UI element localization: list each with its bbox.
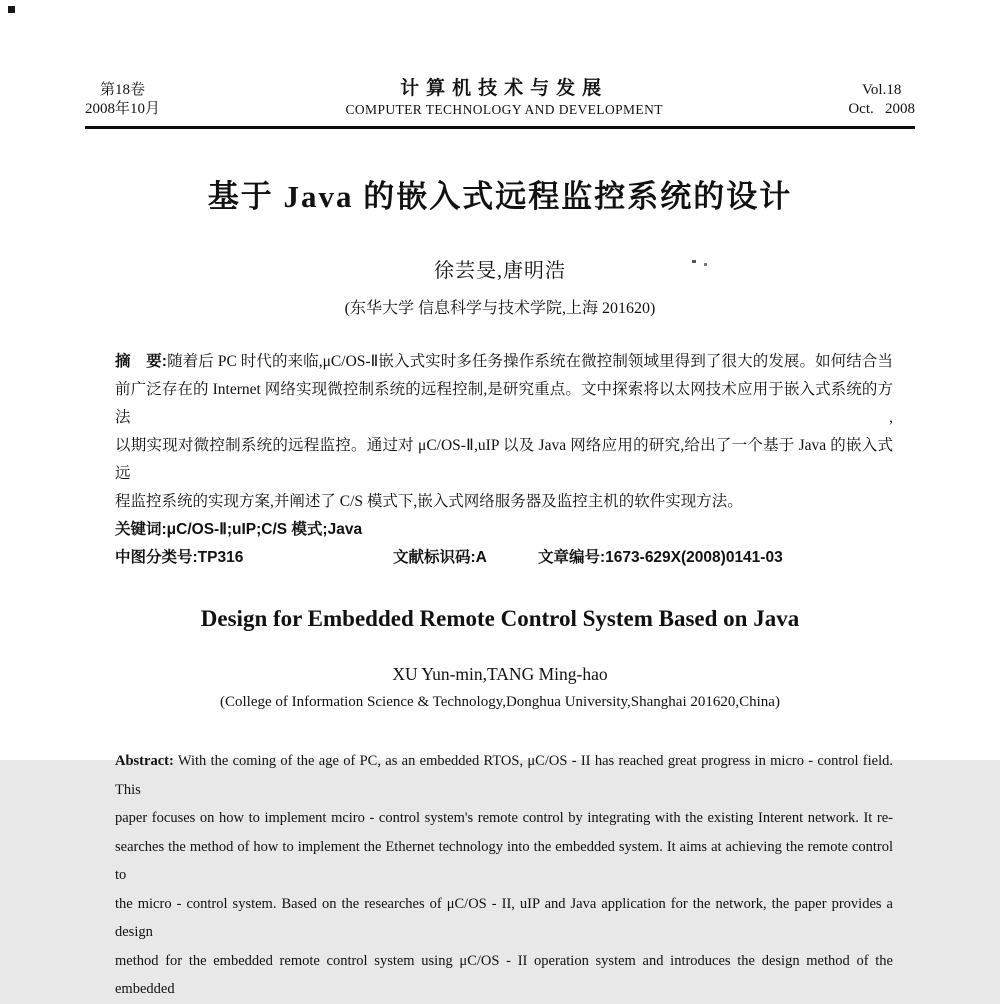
article-title-cn: 基于 Java 的嵌入式远程监控系统的设计 (207, 179, 793, 214)
abstract-cn-line: 以期实现对微控制系统的远程监控。通过对 μC/OS-Ⅱ,uIP 以及 Java 网络应用的研究,给出了一个基于 Java 的嵌入式远 (115, 437, 893, 482)
journal-title-block (345, 78, 662, 119)
abstract-en-line (115, 747, 893, 804)
clc-value: TP316 (197, 549, 244, 566)
article-title-en: Design for Embedded Remote Control System Based on Java (200, 606, 800, 631)
date-cn: 2008年10月 (85, 101, 161, 117)
affiliation-cn: (东华大学 信息科学与技术学院,上海 201620) (344, 300, 656, 317)
abstract-cn-text: 随着后 PC 时代的来临,μC/OS-Ⅱ嵌入式实时多任务操作系统在微控制领域里得到了很大的发展。如何结合当 (166, 353, 893, 370)
header-rule (85, 126, 915, 129)
abstract-en-block (115, 747, 893, 1004)
doc-code-label: 文献标识码: (393, 549, 476, 566)
authors-cn: 徐芸旻,唐明浩 (434, 260, 566, 282)
abstract-cn-line (115, 348, 893, 376)
abstract-en-line: the micro - control system. Based on the researches of μC/OS - II, uIP and Java application for the network, the paper provides a design (115, 895, 893, 940)
journal-title-cn: 计算机技术与发展 (400, 78, 609, 99)
date-en: Oct. 2008 (848, 101, 915, 117)
journal-header (85, 0, 915, 119)
doc-code-value: A (475, 549, 487, 566)
keywords-line (115, 516, 893, 544)
article-id-value: 1673-629X(2008)0141-03 (605, 549, 783, 566)
abstract-en-line: paper focuses on how to implement mciro - control system's remote control by integrating with the existing Interent network. It re- (115, 810, 893, 826)
abstract-label-cn: 摘 要: (115, 353, 167, 370)
journal-volume-cn (85, 81, 160, 119)
journal-title-en: COMPUTER TECHNOLOGY AND DEVELOPMENT (345, 102, 663, 117)
abstract-en-line: searches the method of how to implement the Ethernet technology into the embedded system. It aims at achieving the remote control to (115, 838, 893, 883)
keywords-label: 关键词: (115, 521, 167, 538)
article-id-label: 文章编号: (538, 549, 606, 566)
scan-artifact (704, 263, 707, 266)
abstract-label-en: Abstract: (115, 753, 174, 769)
scan-artifact (8, 6, 15, 13)
authors-en: XU Yun-min,TANG Ming-hao (392, 664, 608, 684)
abstract-cn-line: 程监控系统的实现方案,并阐述了 C/S 模式下,嵌入式网络服务器及监控主机的软件实现方法。 (115, 493, 743, 510)
meta-line (115, 544, 893, 572)
abstract-cn-line: 前广泛存在的 Internet 网络实现微控制系统的远程控制,是研究重点。文中探索将以太网技术应用于嵌入式系统的方法, (115, 381, 893, 426)
clc-label: 中图分类号: (115, 549, 198, 566)
volume-en: Vol.18 (862, 82, 902, 98)
article-id-item (538, 544, 783, 572)
scan-artifact (692, 260, 696, 263)
doc-code-item (393, 544, 538, 572)
journal-volume-en (848, 81, 915, 119)
abstract-en-line: method for the embedded remote control system using μC/OS - II operation system and introduces the design method of the embedded (115, 952, 893, 997)
abstract-en-text: With the coming of the age of PC, as an embedded RTOS, μC/OS - II has reached great progress in micro - control field. This (115, 753, 893, 798)
abstract-cn-block (115, 348, 893, 572)
keywords-value: μC/OS-Ⅱ;uIP;C/S 模式;Java (166, 521, 363, 538)
volume-cn: 第18卷 (100, 82, 146, 98)
clc-item (115, 544, 393, 572)
affiliation-en: (College of Information Science & Technology,Donghua University,Shanghai 201620,China) (220, 694, 780, 710)
